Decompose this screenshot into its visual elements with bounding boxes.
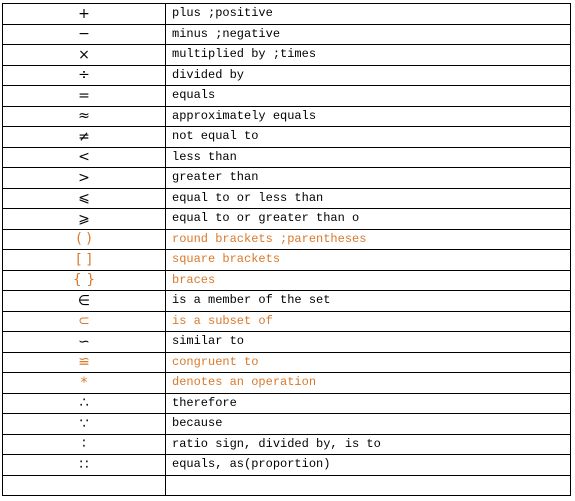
table-row bbox=[3, 188, 571, 209]
meaning-cell: similar to bbox=[166, 332, 571, 353]
table-row bbox=[3, 65, 571, 86]
meaning-cell: equals, as(proportion) bbox=[166, 455, 571, 476]
symbol-cell: ∷ bbox=[3, 455, 166, 476]
symbol-cell: ∈ bbox=[3, 291, 166, 312]
symbol-cell: = bbox=[3, 86, 166, 107]
symbol-cell: < bbox=[3, 147, 166, 168]
symbol-cell: ≠ bbox=[3, 127, 166, 148]
table-row bbox=[3, 24, 571, 45]
table-row bbox=[3, 311, 571, 332]
meaning-cell: plus ;positive bbox=[166, 4, 571, 25]
meaning-cell: divided by bbox=[166, 65, 571, 86]
table-row bbox=[3, 373, 571, 394]
symbol-cell: + bbox=[3, 4, 166, 25]
table-row bbox=[3, 106, 571, 127]
table-row bbox=[3, 45, 571, 66]
meaning-cell: equal to or greater than o bbox=[166, 209, 571, 230]
table-row bbox=[3, 229, 571, 250]
table-row bbox=[3, 147, 571, 168]
meaning-cell: round brackets ;parentheses bbox=[166, 229, 571, 250]
symbol-cell bbox=[3, 475, 166, 496]
math-symbols-table-body bbox=[3, 4, 571, 496]
meaning-cell: braces bbox=[166, 270, 571, 291]
meaning-cell bbox=[166, 475, 571, 496]
symbol-cell: ∴ bbox=[3, 393, 166, 414]
meaning-cell: is a member of the set bbox=[166, 291, 571, 312]
table-row bbox=[3, 270, 571, 291]
table-row bbox=[3, 209, 571, 230]
table-row bbox=[3, 475, 571, 496]
meaning-cell: is a subset of bbox=[166, 311, 571, 332]
table-row bbox=[3, 86, 571, 107]
meaning-cell: minus ;negative bbox=[166, 24, 571, 45]
math-symbols-table bbox=[2, 3, 571, 496]
symbol-cell: ÷ bbox=[3, 65, 166, 86]
meaning-cell: square brackets bbox=[166, 250, 571, 271]
table-row bbox=[3, 127, 571, 148]
symbol-cell: ⩽ bbox=[3, 188, 166, 209]
meaning-cell: equal to or less than bbox=[166, 188, 571, 209]
symbol-cell: ⊂ bbox=[3, 311, 166, 332]
meaning-cell: equals bbox=[166, 86, 571, 107]
table-row bbox=[3, 352, 571, 373]
meaning-cell: greater than bbox=[166, 168, 571, 189]
table-row bbox=[3, 291, 571, 312]
table-row bbox=[3, 393, 571, 414]
meaning-cell: ratio sign, divided by, is to bbox=[166, 434, 571, 455]
symbol-cell: ( ) bbox=[3, 229, 166, 250]
table-row bbox=[3, 332, 571, 353]
meaning-cell: not equal to bbox=[166, 127, 571, 148]
symbol-cell: ∽ bbox=[3, 332, 166, 353]
symbol-cell: [ ] bbox=[3, 250, 166, 271]
symbol-cell: ∵ bbox=[3, 414, 166, 435]
table-row bbox=[3, 4, 571, 25]
symbol-cell: × bbox=[3, 45, 166, 66]
symbol-cell: ⩾ bbox=[3, 209, 166, 230]
symbol-cell: > bbox=[3, 168, 166, 189]
table-row bbox=[3, 455, 571, 476]
symbol-cell: ≈ bbox=[3, 106, 166, 127]
meaning-cell: therefore bbox=[166, 393, 571, 414]
symbol-cell: ≌ bbox=[3, 352, 166, 373]
meaning-cell: congruent to bbox=[166, 352, 571, 373]
meaning-cell: multiplied by ;times bbox=[166, 45, 571, 66]
table-row bbox=[3, 414, 571, 435]
table-row bbox=[3, 168, 571, 189]
meaning-cell: denotes an operation bbox=[166, 373, 571, 394]
symbol-cell: ∶ bbox=[3, 434, 166, 455]
meaning-cell: approximately equals bbox=[166, 106, 571, 127]
symbol-cell: { } bbox=[3, 270, 166, 291]
meaning-cell: because bbox=[166, 414, 571, 435]
table-row bbox=[3, 250, 571, 271]
meaning-cell: less than bbox=[166, 147, 571, 168]
symbol-cell: − bbox=[3, 24, 166, 45]
symbol-cell: * bbox=[3, 373, 166, 394]
table-row bbox=[3, 434, 571, 455]
